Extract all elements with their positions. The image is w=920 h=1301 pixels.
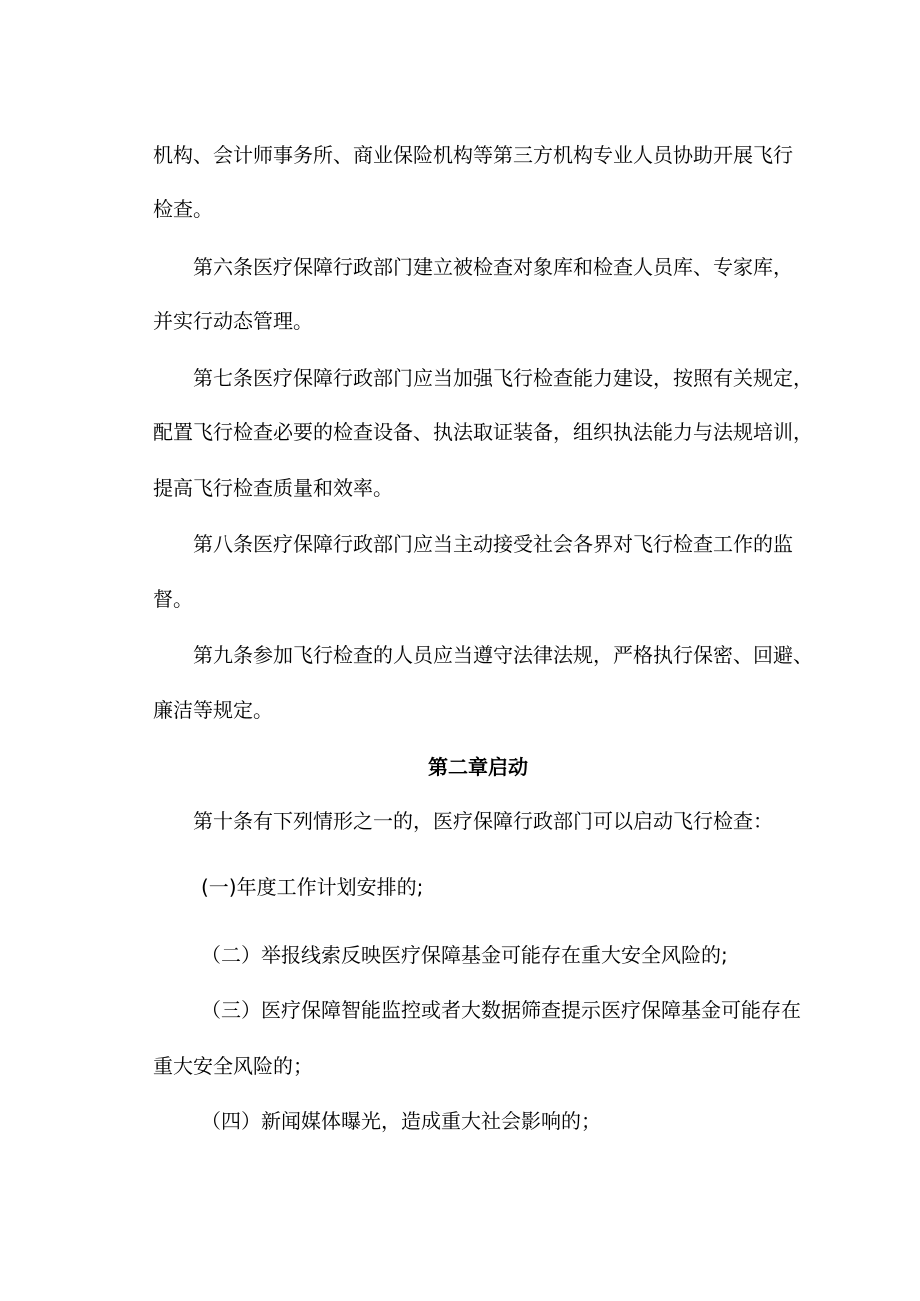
paragraph-line: 机构、会计师事务所、商业保险机构等第三方机构专业人员协助开展飞行 bbox=[153, 143, 793, 167]
list-item: （三）医疗保障智能监控或者大数据筛查提示医疗保障基金可能存在 bbox=[201, 998, 801, 1022]
paragraph-line: 督。 bbox=[153, 587, 193, 611]
paragraph-line: 廉洁等规定。 bbox=[153, 698, 273, 722]
paragraph-line: 检查。 bbox=[153, 197, 213, 221]
paragraph-line: 提高飞行检查质量和效率。 bbox=[153, 476, 393, 500]
article-9-line: 第九条参加飞行检查的人员应当遵守法律法规，严格执行保密、回避、 bbox=[193, 643, 813, 667]
list-item: （四）新闻媒体曝光，造成重大社会影响的； bbox=[201, 1109, 601, 1133]
list-item: (一)年度工作计划安排的; bbox=[201, 875, 424, 899]
paragraph-line: 并实行动态管理。 bbox=[153, 309, 313, 333]
paragraph-line: 重大安全风险的； bbox=[153, 1054, 313, 1078]
article-8-line: 第八条医疗保障行政部门应当主动接受社会各界对飞行检查工作的监 bbox=[193, 532, 793, 556]
list-item: （二）举报线索反映医疗保障基金可能存在重大安全风险的; bbox=[201, 943, 728, 967]
article-7-line: 第七条医疗保障行政部门应当加强飞行检查能力建设，按照有关规定， bbox=[193, 366, 813, 390]
article-6-line: 第六条医疗保障行政部门建立被检查对象库和检查人员库、专家库， bbox=[193, 255, 793, 279]
article-10-line: 第十条有下列情形之一的，医疗保障行政部门可以启动飞行检查： bbox=[193, 809, 773, 833]
chapter-heading: 第二章启动 bbox=[428, 755, 528, 779]
paragraph-line: 配置飞行检查必要的检查设备、执法取证装备，组织执法能力与法规培训， bbox=[153, 420, 813, 444]
